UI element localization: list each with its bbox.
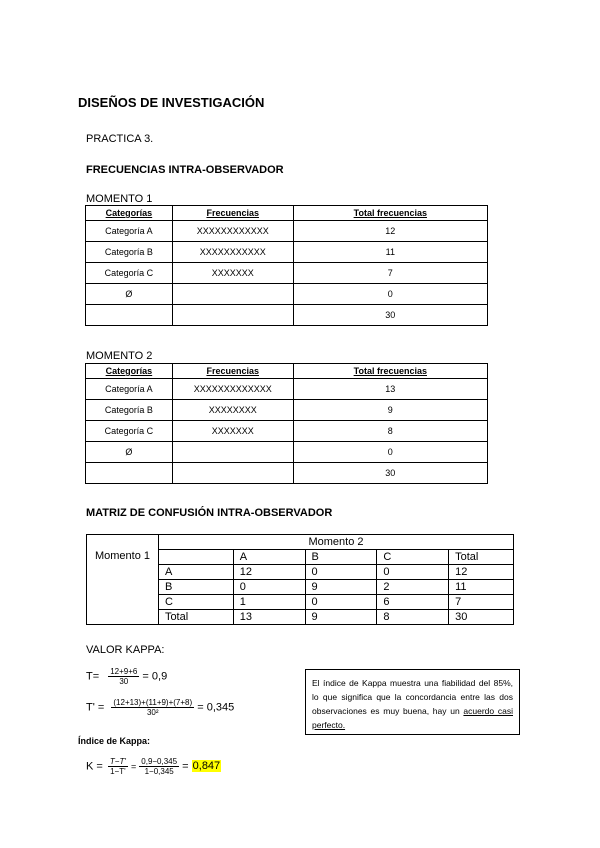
table-cell: 12 xyxy=(293,221,487,242)
table-cell: 9 xyxy=(293,400,487,421)
matrix-cell: 2 xyxy=(377,580,449,595)
practice-number: PRACTICA 3. xyxy=(86,133,154,145)
table-cell: Categoría B xyxy=(86,400,173,421)
table-cell: 0 xyxy=(293,284,487,305)
column-header: Total frecuencias xyxy=(293,206,487,221)
column-header: Total frecuencias xyxy=(293,364,487,379)
matrix-col-header: C xyxy=(377,550,449,565)
table-cell xyxy=(172,305,293,326)
column-header: Frecuencias xyxy=(172,206,293,221)
matrix-row-header: C xyxy=(158,595,233,610)
t-formula-lhs: T= xyxy=(86,670,100,683)
t-numerator: 12+9+6 xyxy=(110,667,138,676)
k-denominator-symbolic: 1−T' xyxy=(110,767,126,776)
matrix-cell: 8 xyxy=(377,610,449,625)
tprime-numerator: (12+13)+(11+9)+(7+8) xyxy=(113,698,193,707)
matrix-cell: 11 xyxy=(449,580,514,595)
kappa-label: VALOR KAPPA: xyxy=(86,644,165,656)
matrix-row-header: B xyxy=(158,580,233,595)
k-fraction-numeric xyxy=(139,757,179,776)
table-cell: Ø xyxy=(86,284,173,305)
matrix-col-group: Momento 2 xyxy=(158,535,513,550)
table-row xyxy=(86,263,488,284)
table-cell xyxy=(86,463,173,484)
table-row xyxy=(86,379,488,400)
table-header-row xyxy=(86,364,488,379)
table-row xyxy=(86,284,488,305)
matrix-cell: 9 xyxy=(305,610,377,625)
frequencies-section-title: FRECUENCIAS INTRA-OBSERVADOR xyxy=(86,164,284,176)
table-cell: 30 xyxy=(293,305,487,326)
k-equals-2: = xyxy=(182,760,189,773)
table-cell: XXXXXXXX xyxy=(172,400,293,421)
interpretation-underlined: acuerdo casi perfecto. xyxy=(312,706,513,730)
matrix-cell: 9 xyxy=(305,580,377,595)
matrix-cell: 6 xyxy=(377,595,449,610)
kappa-index-label: Índice de Kappa: xyxy=(78,736,151,746)
matrix-header-row xyxy=(87,550,514,565)
matrix-row-header: A xyxy=(158,565,233,580)
kappa-result: 0,847 xyxy=(192,760,221,773)
matrix-row-header: Total xyxy=(158,610,233,625)
k-formula-lhs: K = xyxy=(86,760,103,773)
matrix-cell: 7 xyxy=(449,595,514,610)
matrix-cell: 0 xyxy=(233,580,305,595)
confusion-matrix xyxy=(86,534,514,625)
matrix-section-title: MATRIZ DE CONFUSIÓN INTRA-OBSERVADOR xyxy=(86,507,333,519)
k-fraction-symbolic xyxy=(108,757,128,776)
matrix-cell: 13 xyxy=(233,610,305,625)
matrix-cell: 12 xyxy=(233,565,305,580)
table-row xyxy=(86,305,488,326)
table-cell: 11 xyxy=(293,242,487,263)
table-cell: XXXXXXX xyxy=(172,421,293,442)
matrix-corner xyxy=(87,535,159,550)
table-cell xyxy=(172,442,293,463)
matrix-cell: 1 xyxy=(233,595,305,610)
table-cell: Categoría A xyxy=(86,379,173,400)
interpretation-box xyxy=(305,669,520,735)
table-cell xyxy=(172,284,293,305)
table-row xyxy=(86,442,488,463)
moment2-label: MOMENTO 2 xyxy=(86,350,153,362)
matrix-cell: 12 xyxy=(449,565,514,580)
k-numerator-numeric: 0,9−0,345 xyxy=(141,757,178,766)
table-cell: Categoría A xyxy=(86,221,173,242)
table-cell: 0 xyxy=(293,442,487,463)
table-cell: XXXXXXX xyxy=(172,263,293,284)
column-header: Categorías xyxy=(86,364,173,379)
t-result: = 0,9 xyxy=(142,670,168,683)
table-header-row xyxy=(86,206,488,221)
t-fraction xyxy=(108,667,139,686)
t-formula xyxy=(86,667,167,686)
t-denominator: 30 xyxy=(119,677,129,686)
tprime-denominator: 30² xyxy=(146,708,159,717)
table-row xyxy=(86,221,488,242)
column-header: Frecuencias xyxy=(172,364,293,379)
matrix-cell xyxy=(158,550,233,565)
tprime-fraction xyxy=(111,698,194,717)
interpretation-text: El índice de Kappa muestra una fiabilidad del 85%, lo que significa que la concordancia entre las dos observaciones es muy buena, hay un xyxy=(312,678,513,716)
matrix-col-header: Total xyxy=(449,550,514,565)
column-header: Categorías xyxy=(86,206,173,221)
k-denominator-numeric: 1−0,345 xyxy=(144,767,174,776)
kappa-formula xyxy=(86,757,221,776)
table-cell: Categoría B xyxy=(86,242,173,263)
table-cell xyxy=(86,305,173,326)
table-cell xyxy=(172,463,293,484)
matrix-group-row xyxy=(87,535,514,550)
table-cell: XXXXXXXXXXXX xyxy=(172,221,293,242)
matrix-col-header: B xyxy=(305,550,377,565)
matrix-cell: 0 xyxy=(377,565,449,580)
moment1-table xyxy=(85,205,488,326)
page-title: DISEÑOS DE INVESTIGACIÓN xyxy=(78,95,265,110)
matrix-cell: 0 xyxy=(305,595,377,610)
moment1-label: MOMENTO 1 xyxy=(86,193,153,205)
tprime-result: = 0,345 xyxy=(197,701,235,714)
tprime-formula-lhs: T' = xyxy=(86,701,105,714)
table-row xyxy=(86,421,488,442)
table-cell: XXXXXXXXXXX xyxy=(172,242,293,263)
table-cell: 30 xyxy=(293,463,487,484)
k-equals: = xyxy=(130,761,137,772)
table-cell: Categoría C xyxy=(86,421,173,442)
k-numerator-symbolic: T−T' xyxy=(109,757,126,766)
table-cell: 13 xyxy=(293,379,487,400)
matrix-row-group: Momento 1 xyxy=(87,550,159,625)
tprime-formula xyxy=(86,698,234,717)
matrix-cell: 0 xyxy=(305,565,377,580)
table-row xyxy=(86,463,488,484)
table-row xyxy=(86,400,488,421)
matrix-col-header: A xyxy=(233,550,305,565)
table-cell: XXXXXXXXXXXXX xyxy=(172,379,293,400)
table-cell: 7 xyxy=(293,263,487,284)
table-cell: Categoría C xyxy=(86,263,173,284)
moment2-table xyxy=(85,363,488,484)
table-cell: 8 xyxy=(293,421,487,442)
table-row xyxy=(86,242,488,263)
table-cell: Ø xyxy=(86,442,173,463)
matrix-cell: 30 xyxy=(449,610,514,625)
